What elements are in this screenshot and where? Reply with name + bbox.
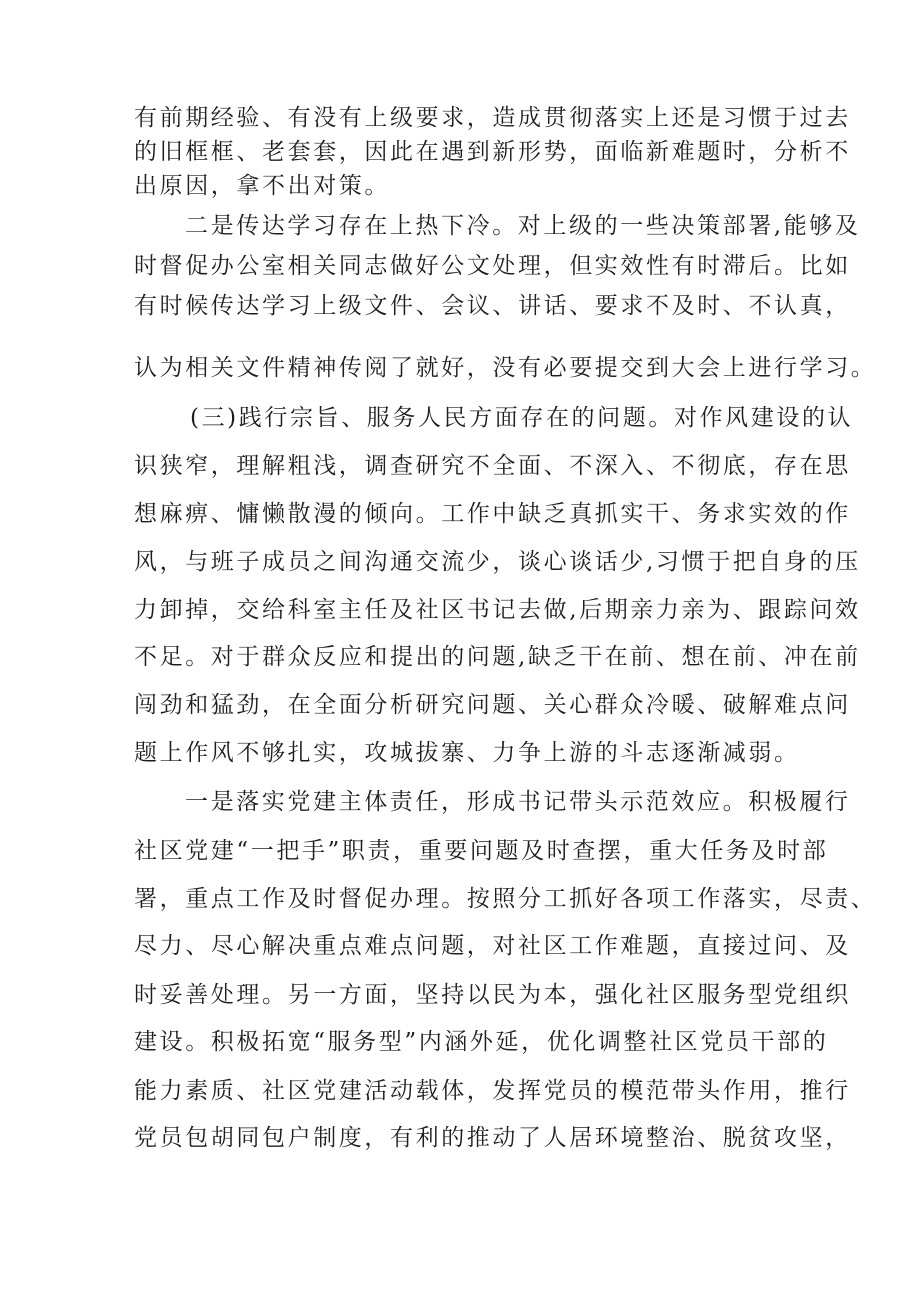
text-line: 建设。积极拓宽“服务型”内涵外延，优化调整社区党员干部的 <box>134 1029 829 1055</box>
text-line: 不足。对于群众反应和提出的问题,缺乏干在前、想在前、冲在前 <box>134 644 861 670</box>
text-line: (三)践行宗旨、服务人民方面存在的问题。对作风建设的认 <box>190 405 854 431</box>
text-line: 有时候传达学习上级文件、会议、讲话、要求不及时、不认真， <box>134 293 851 319</box>
text-line: 社区党建“一把手”职责，重要问题及时查摆，重大任务及时部 <box>134 838 829 864</box>
text-line: 有前期经验、有没有上级要求，造成贯彻落实上还是习惯于过去 <box>134 105 851 131</box>
text-line: 署，重点工作及时督促办理。按照分工抓好各项工作落实，尽责、 <box>134 886 877 912</box>
text-line: 时督促办公室相关同志做好公文处理，但实效性有时滞后。比如 <box>134 253 851 279</box>
text-line: 尽力、尽心解决重点难点问题，对社区工作难题，直接过问、及 <box>134 933 851 959</box>
text-line: 出原因，拿不出对策。 <box>134 173 390 199</box>
text-line: 力卸掉，交给科室主任及社区书记去做,后期亲力亲为、跟踪问效 <box>134 597 861 623</box>
text-line: 时妥善处理。另一方面，坚持以民为本，强化社区服务型党组织 <box>134 982 851 1008</box>
text-line: 能力素质、社区党建活动载体，发挥党员的模范带头作用，推行 <box>134 1078 851 1104</box>
text-line: 党员包胡同包户制度，有利的推动了人居环境整治、脱贫攻坚， <box>134 1125 851 1151</box>
text-line: 题上作风不够扎实，攻城拔寨、力争上游的斗志逐渐减弱。 <box>134 740 800 766</box>
text-line: 的旧框框、老套套，因此在遇到新形势，面临新难题时，分析不 <box>134 139 851 165</box>
text-line: 闯劲和猛劲，在全面分析研究问题、关心群众冷暖、破解难点问 <box>134 692 851 718</box>
text-line: 二是传达学习存在上热下冷。对上级的一些决策部署,能够及 <box>185 213 861 239</box>
text-line: 一是落实党建主体责任，形成书记带头示范效应。积极履行 <box>185 789 851 815</box>
text-line: 认为相关文件精神传阅了就好，没有必要提交到大会上进行学习。 <box>134 355 877 381</box>
text-line: 识狭窄，理解粗浅，调查研究不全面、不深入、不彻底，存在思 <box>134 453 851 479</box>
text-line: 想麻痹、慵懒散漫的倾向。工作中缺乏真抓实干、务求实效的作 <box>134 501 851 527</box>
text-line: 风，与班子成员之间沟通交流少，谈心谈话少,习惯于把自身的压 <box>134 549 861 575</box>
